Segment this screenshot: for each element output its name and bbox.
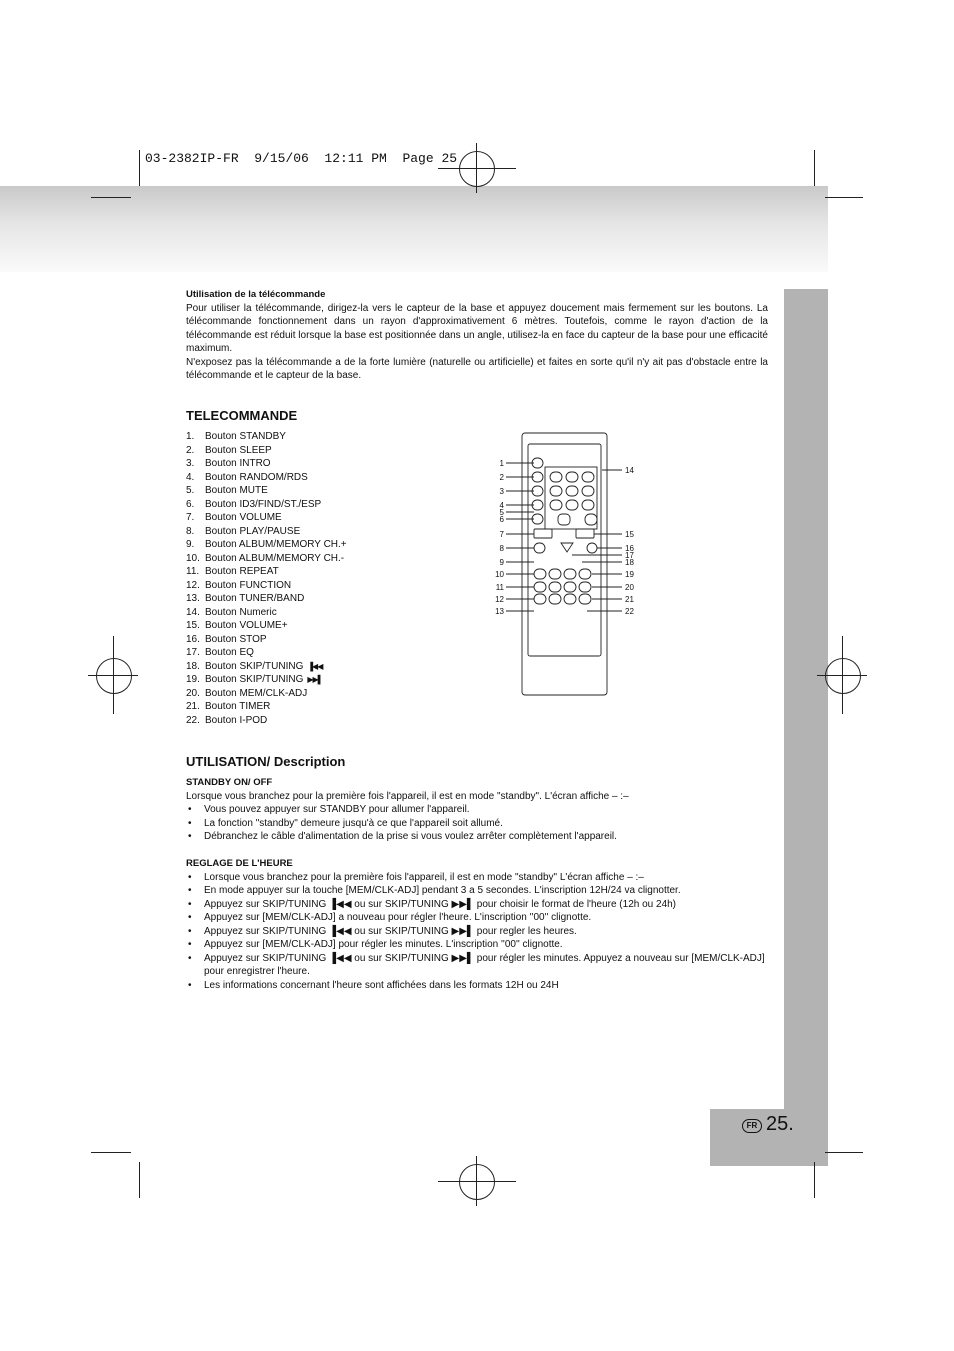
remote-button xyxy=(579,594,591,604)
remote-list-item xyxy=(186,484,347,498)
remote-list-item xyxy=(186,552,347,566)
remote-list-number: 10. xyxy=(186,552,200,564)
remote-list-label: Bouton SKIP/TUNING xyxy=(205,674,304,685)
remote-list-item xyxy=(186,565,347,579)
remote-button xyxy=(558,514,570,525)
remote-button xyxy=(579,569,591,579)
remote-list-item xyxy=(186,579,347,593)
remote-button xyxy=(534,594,546,604)
callout-number: 2 xyxy=(499,473,504,482)
remote-button xyxy=(579,582,591,592)
remote-list-item xyxy=(186,606,347,620)
remote-list-label: Bouton PLAY/PAUSE xyxy=(205,525,301,537)
remote-list-item xyxy=(186,498,347,512)
language-badge: FR xyxy=(742,1119,762,1133)
remote-button xyxy=(566,486,578,496)
remote-list-number: 16. xyxy=(186,633,200,645)
remote-list-label: Bouton VOLUME+ xyxy=(205,620,288,631)
remote-list-number: 1. xyxy=(186,431,195,442)
remote-list-item xyxy=(186,538,347,552)
skip-back-icon: ▐◀◀ xyxy=(307,661,323,671)
remote-list-label: Bouton ALBUM/MEMORY CH.+ xyxy=(205,539,347,550)
top-gradient-band xyxy=(0,186,828,272)
remote-button xyxy=(564,582,576,592)
bullet-item: • La fonction "standby" demeure jusqu'à ce que l'appareil soit allumé. xyxy=(186,817,768,831)
crop-mark xyxy=(825,197,863,198)
remote-list-number: 2. xyxy=(186,444,195,456)
callout-number: 17 xyxy=(625,551,634,560)
remote-button xyxy=(582,500,594,510)
standby-bullet-list xyxy=(186,803,768,844)
remote-button xyxy=(564,594,576,604)
bullet-item: • Vous pouvez appuyer sur STANDBY pour allumer l'appareil. xyxy=(186,803,768,817)
remote-button xyxy=(550,500,562,510)
remote-list-number: 3. xyxy=(186,458,195,469)
remote-list-item xyxy=(186,700,347,714)
remote-list-label: Bouton ALBUM/MEMORY CH.- xyxy=(205,552,345,564)
remote-list-number: 14. xyxy=(186,606,200,618)
callout-number: 11 xyxy=(495,583,504,592)
remote-list-item xyxy=(186,646,347,660)
remote-control-diagram xyxy=(492,430,652,700)
remote-list-label: Bouton REPEAT xyxy=(205,566,279,577)
usage-section xyxy=(186,288,768,383)
bullet-item: • En mode appuyer sur la touche [MEM/CLK-ADJ] pendant 3 a 5 secondes. L'inscription 12H/24 va clignotter. xyxy=(186,884,768,898)
remote-list-label: Bouton I-POD xyxy=(205,714,268,726)
registration-cross xyxy=(88,675,138,676)
clock-section xyxy=(186,857,768,992)
callout-number: 15 xyxy=(625,530,634,539)
registration-cross xyxy=(438,1181,516,1182)
remote-button xyxy=(534,569,546,579)
standby-section xyxy=(186,776,768,844)
registration-mark xyxy=(459,151,495,187)
callout-number: 19 xyxy=(625,570,634,579)
page-number: 25. xyxy=(766,1113,794,1135)
remote-list-number: 22. xyxy=(186,714,200,726)
remote-button xyxy=(561,543,573,552)
remote-button xyxy=(549,582,561,592)
remote-list-label: Bouton TUNER/BAND xyxy=(205,593,305,604)
remote-list-number: 20. xyxy=(186,687,200,699)
registration-cross xyxy=(438,168,516,169)
callout-number: 16 xyxy=(625,544,634,553)
remote-list-item xyxy=(186,471,347,485)
remote-list-label: Bouton TIMER xyxy=(205,701,271,712)
remote-list-number: 12. xyxy=(186,579,200,591)
callout-number: 9 xyxy=(499,558,504,567)
remote-button xyxy=(534,529,552,538)
registration-cross xyxy=(817,675,867,676)
bullet-item: • Appuyez sur [MEM/CLK-ADJ] a nouveau pour régler l'heure. L'inscription ''00'' clignotte. xyxy=(186,911,768,925)
remote-list-number: 19. xyxy=(186,674,200,685)
remote-button xyxy=(566,500,578,510)
description-heading: UTILISATION/ Description xyxy=(186,754,346,769)
usage-paragraph-1: Pour utiliser la télécommande, dirigez-la vers le capteur de la base et appuyez doucement mais fermement sur les boutons. La télécommande fonctionnement dans un rayon d'approximativement 6 mètres. Toutefois, comme le rayon d'action de la télécommande est réduit lorsque la base est positionnée dans un angle, utilisez-la en face du capteur de la base pour une efficacité maximum. xyxy=(186,302,768,354)
remote-inner-panel xyxy=(528,444,601,656)
registration-mark xyxy=(825,658,861,694)
crop-mark xyxy=(825,1152,863,1153)
remote-button xyxy=(534,582,546,592)
usage-paragraph-2: N'exposez pas la télécommande a de la forte lumière (naturelle ou artificielle) et faites en sorte qu'il n'y ait pas d'obstacle entre la télécommande et le capteur de la base. xyxy=(186,356,768,381)
side-gray-bar xyxy=(784,289,828,1109)
remote-list-item xyxy=(186,444,347,458)
remote-list-item xyxy=(186,525,347,539)
remote-list-item xyxy=(186,673,347,687)
callout-number: 14 xyxy=(625,466,634,475)
remote-list-item xyxy=(186,592,347,606)
remote-list-label: Bouton VOLUME xyxy=(205,512,282,523)
remote-button xyxy=(566,472,578,482)
remote-list-label: Bouton MUTE xyxy=(205,485,268,496)
remote-list-item xyxy=(186,457,347,471)
skip-forward-icon: ▶▶▌ xyxy=(307,675,323,684)
keypad-outline xyxy=(545,467,597,529)
bullet-item: • Appuyez sur SKIP/TUNING ▐◀◀ ou sur SKIP/TUNING ▶▶▌ pour regler les heures. xyxy=(186,925,768,939)
callout-number: 6 xyxy=(499,515,504,524)
crop-mark xyxy=(139,1162,140,1198)
remote-list-item xyxy=(186,511,347,525)
remote-list-item xyxy=(186,619,347,633)
remote-list-number: 7. xyxy=(186,512,195,523)
usage-heading: Utilisation de la télécommande xyxy=(186,289,326,300)
callout-number: 13 xyxy=(495,607,504,616)
callout-number: 7 xyxy=(499,530,504,539)
bullet-item: • Débranchez le câble d'alimentation de la prise si vous voulez arrêter complètement l'appareil. xyxy=(186,830,768,844)
remote-button xyxy=(585,514,597,525)
callout-number: 20 xyxy=(625,583,634,592)
standby-heading: STANDBY ON/ OFF xyxy=(186,777,273,788)
remote-list-item xyxy=(186,714,347,728)
bullet-item: • Appuyez sur [MEM/CLK-ADJ] pour régler les minutes. L'inscription ''00'' clignotte. xyxy=(186,938,768,952)
remote-list-number: 11. xyxy=(186,566,200,577)
remote-list-number: 5. xyxy=(186,485,195,496)
remote-list-item xyxy=(186,660,347,674)
standby-intro: Lorsque vous branchez pour la première fois l'appareil, il est en mode "standby". L'écran affiche – :– xyxy=(186,790,629,802)
remote-button xyxy=(550,486,562,496)
callout-number: 10 xyxy=(495,570,504,579)
callout-number: 21 xyxy=(625,595,634,604)
crop-mark xyxy=(91,197,131,198)
remote-list-number: 13. xyxy=(186,593,200,604)
callout-number: 3 xyxy=(499,487,504,496)
crop-mark xyxy=(814,1162,815,1198)
clock-heading: REGLAGE DE L'HEURE xyxy=(186,858,293,869)
remote-list-number: 8. xyxy=(186,525,195,537)
remote-list-label: Bouton INTRO xyxy=(205,458,271,469)
remote-list-label: Bouton Numeric xyxy=(205,606,277,618)
remote-button xyxy=(549,594,561,604)
crop-mark xyxy=(139,150,140,186)
remote-button xyxy=(576,529,594,538)
callout-number: 22 xyxy=(625,607,634,616)
remote-button-list xyxy=(186,430,347,727)
remote-list-number: 21. xyxy=(186,701,200,712)
remote-button xyxy=(587,543,597,553)
remote-list-item xyxy=(186,633,347,647)
remote-list-number: 15. xyxy=(186,620,200,631)
registration-mark xyxy=(96,658,132,694)
remote-list-number: 6. xyxy=(186,498,195,510)
callout-number: 1 xyxy=(499,459,504,468)
crop-mark xyxy=(814,150,815,186)
remote-button xyxy=(564,569,576,579)
remote-button xyxy=(550,472,562,482)
remote-heading: TELECOMMANDE xyxy=(186,408,298,423)
bullet-item: • Lorsque vous branchez pour la première fois l'appareil, il est en mode "standby" L'écran affiche – :– xyxy=(186,871,768,885)
remote-list-label: Bouton STOP xyxy=(205,633,267,645)
remote-button xyxy=(582,472,594,482)
bullet-item: • Appuyez sur SKIP/TUNING ▐◀◀ ou sur SKIP/TUNING ▶▶▌ pour régler les minutes. Appuyez a nouveau sur [MEM/CLK-ADJ] pour enregistrer l'heure. xyxy=(186,952,768,979)
remote-list-number: 9. xyxy=(186,539,195,550)
bullet-item: • Appuyez sur SKIP/TUNING ▐◀◀ ou sur SKIP/TUNING ▶▶▌ pour choisir le format de l'heure (12h ou 24h) xyxy=(186,898,768,912)
remote-button xyxy=(582,486,594,496)
remote-list-label: Bouton FUNCTION xyxy=(205,579,292,591)
remote-list-label: Bouton SKIP/TUNING xyxy=(205,660,304,672)
callout-number: 4 xyxy=(499,501,504,510)
remote-list-label: Bouton ID3/FIND/ST./ESP xyxy=(205,498,322,510)
remote-list-label: Bouton STANDBY xyxy=(205,431,286,442)
registration-mark xyxy=(459,1164,495,1200)
print-slug: 03-2382IP-FR 9/15/06 12:11 PM Page 25 xyxy=(145,151,458,166)
callout-number: 12 xyxy=(495,595,504,604)
remote-button xyxy=(549,569,561,579)
crop-mark xyxy=(91,1152,131,1153)
remote-list-number: 17. xyxy=(186,647,200,658)
remote-list-label: Bouton SLEEP xyxy=(205,444,272,456)
remote-list-item xyxy=(186,430,347,444)
remote-list-number: 18. xyxy=(186,660,200,672)
callout-number: 18 xyxy=(625,558,634,567)
callout-number: 8 xyxy=(499,544,504,553)
bullet-item: • Les informations concernant l'heure sont affichées dans les formats 12H ou 24H xyxy=(186,979,768,993)
remote-list-label: Bouton EQ xyxy=(205,647,254,658)
clock-bullet-list xyxy=(186,871,768,993)
remote-button xyxy=(534,543,545,553)
callout-number: 5 xyxy=(499,508,504,517)
remote-list-number: 4. xyxy=(186,471,195,483)
remote-list-label: Bouton RANDOM/RDS xyxy=(205,471,308,483)
remote-list-item xyxy=(186,687,347,701)
remote-list-label: Bouton MEM/CLK-ADJ xyxy=(205,687,308,699)
